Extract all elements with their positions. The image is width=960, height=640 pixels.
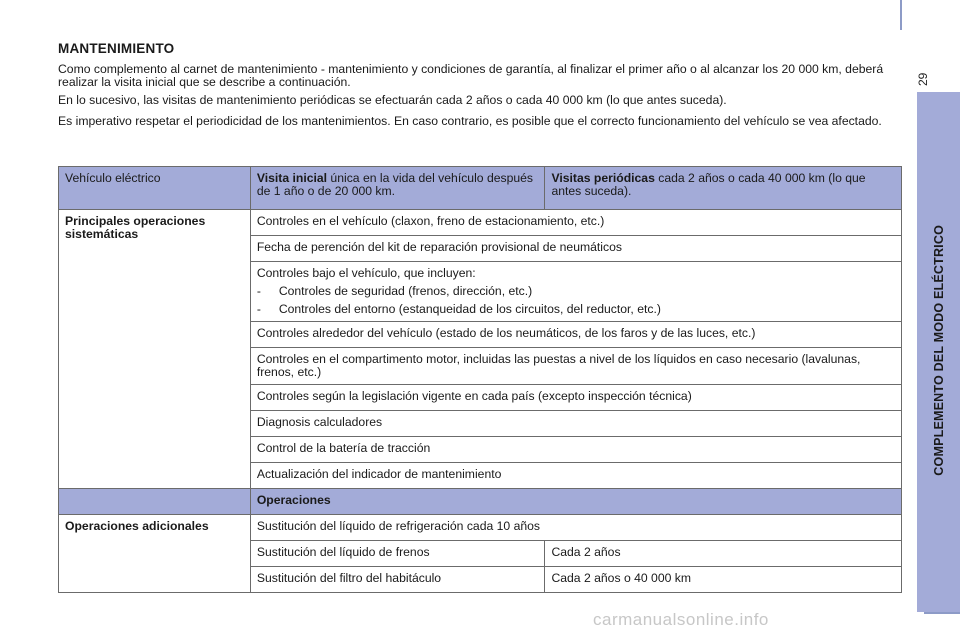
side-band: [917, 92, 960, 612]
top-rule: [900, 0, 902, 30]
header-vehicle: Vehículo eléctrico: [59, 167, 251, 210]
operations-header-empty: [59, 489, 251, 515]
main-op-3: Controles alrededor del vehículo (estado de los neumáticos, de los faros y de las luces, etc.): [250, 322, 901, 348]
additional-interval-1: Cada 2 años: [545, 541, 902, 567]
side-title-text: COMPLEMENTO DEL MODO ELÉCTRICO: [931, 224, 946, 476]
side-title: [917, 100, 960, 600]
main-op-5: Controles según la legislación vigente en cada país (excepto inspección técnica): [250, 385, 901, 411]
table-row: [59, 210, 902, 236]
header-initial-visit: Visita inicial única en la vida del vehículo después de 1 año o de 20 000 km.: [250, 167, 545, 210]
main-op-2: Controles bajo el vehículo, que incluyen: - Controles de seguridad (frenos, dirección, etc.) - Controles del entorno (estanqueidad de los circuitos, del reductor, etc.): [250, 262, 901, 322]
additional-op-0: Sustitución del líquido de refrigeración cada 10 años: [250, 515, 901, 541]
table-row: [59, 515, 902, 541]
additional-op-1: Sustitución del líquido de frenos: [250, 541, 545, 567]
page-content: [58, 41, 900, 133]
paragraph-1: Como complemento al carnet de mantenimiento - mantenimiento y condiciones de garantía, al finalizar el primer año o al alcanzar los 20 000 km, deberá realizar la visita inicial que se describe a continuación.: [58, 62, 884, 89]
main-op-8: Actualización del indicador de mantenimiento: [250, 463, 901, 489]
operations-header: Operaciones: [250, 489, 901, 515]
list-item: - Controles de seguridad (frenos, dirección, etc.): [256, 284, 533, 298]
additional-interval-2: Cada 2 años o 40 000 km: [545, 567, 902, 593]
additional-ops-label: Operaciones adicionales: [59, 515, 251, 593]
list-item: - Controles del entorno (estanqueidad de los circuitos, del reductor, etc.): [256, 302, 661, 316]
additional-op-2: Sustitución del filtro del habitáculo: [250, 567, 545, 593]
main-op-6: Diagnosis calculadores: [250, 411, 901, 437]
page-number: 29: [916, 72, 930, 86]
table-header-row: [59, 167, 902, 210]
main-op-7: Control de la batería de tracción: [250, 437, 901, 463]
main-ops-label: Principales operaciones sistemáticas: [59, 210, 251, 489]
main-op-1: Fecha de perención del kit de reparación provisional de neumáticos: [250, 236, 901, 262]
header-periodic-visits: Visitas periódicas cada 2 años o cada 40 000 km (lo que antes suceda).: [545, 167, 902, 210]
watermark: carmanualsonline.info: [593, 610, 769, 629]
maintenance-table: [58, 166, 902, 593]
page-title: MANTENIMIENTO: [58, 41, 175, 56]
paragraph-2: En lo sucesivo, las visitas de mantenimiento periódicas se efectuarán cada 2 años o cada 40 000 km (lo que antes suceda).: [58, 93, 727, 107]
side-line: [924, 612, 960, 614]
paragraph-3: Es imperativo respetar el periodicidad de los mantenimientos. En caso contrario, es posible que el correcto funcionamiento del vehículo se vea afectado.: [58, 114, 882, 128]
main-op-4: Controles en el compartimento motor, incluidas las puestas a nivel de los líquidos en caso necesario (lavalunas, frenos, etc.): [250, 348, 901, 385]
main-op-0: Controles en el vehículo (claxon, freno de estacionamiento, etc.): [250, 210, 901, 236]
operations-header-row: [59, 489, 902, 515]
